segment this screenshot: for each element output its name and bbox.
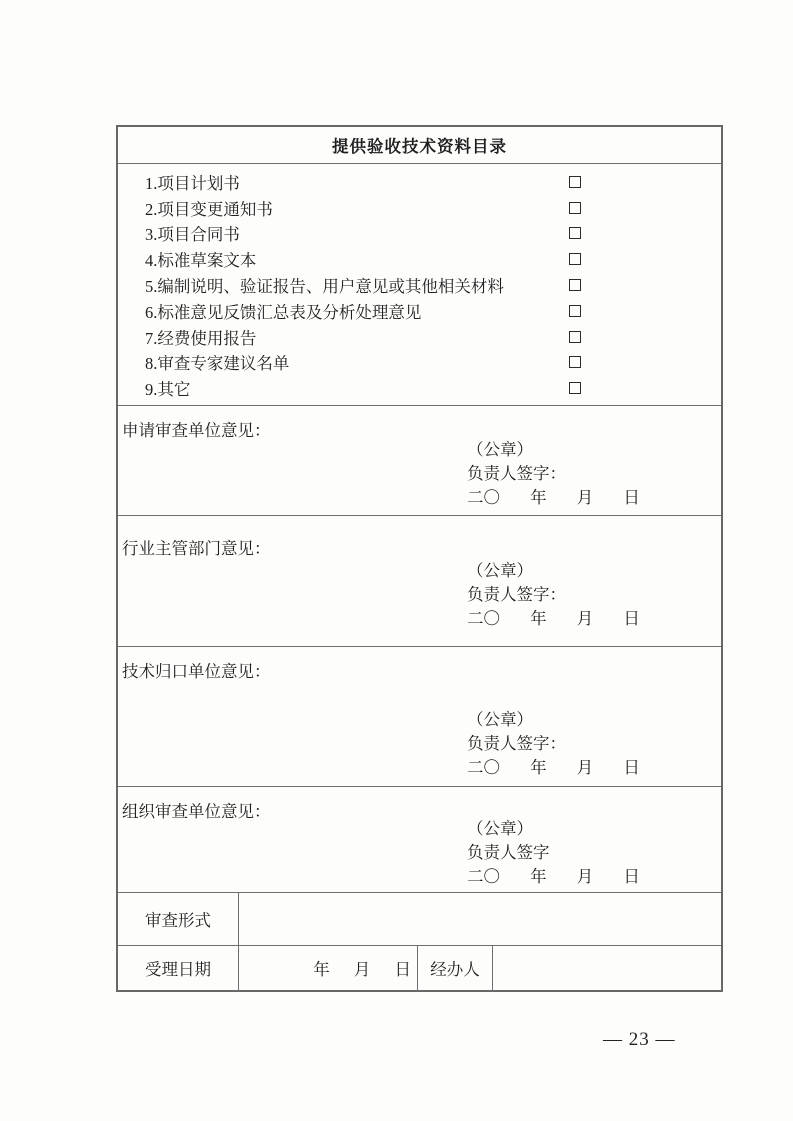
seal-line: （公章） bbox=[467, 710, 533, 729]
signature-block bbox=[467, 559, 640, 631]
checkbox-unchecked-icon[interactable] bbox=[569, 382, 581, 394]
signature-block bbox=[467, 708, 640, 780]
checkbox-unchecked-icon[interactable] bbox=[569, 356, 581, 368]
section-technical-centralized-unit-opinion bbox=[118, 647, 721, 787]
review-form-label: 审查形式 bbox=[118, 893, 239, 945]
section-label: 申请审查单位意见： bbox=[122, 421, 271, 440]
date-line: 二〇 年 月 日 bbox=[467, 758, 640, 777]
section-label: 技术归口单位意见： bbox=[122, 662, 271, 681]
acceptance-date-label: 受理日期 bbox=[118, 946, 239, 990]
checkbox-unchecked-icon[interactable] bbox=[569, 279, 581, 291]
checkbox-unchecked-icon[interactable] bbox=[569, 176, 581, 188]
date-line: 二〇 年 月 日 bbox=[467, 609, 640, 628]
signature-line: 负责人签字： bbox=[467, 464, 566, 483]
checkbox-unchecked-icon[interactable] bbox=[569, 227, 581, 239]
checklist-item-label: 3.项目合同书 bbox=[145, 225, 240, 245]
signature-line: 负责人签字： bbox=[467, 585, 566, 604]
checklist-item-label: 5.编制说明、验证报告、用户意见或其他相关材料 bbox=[145, 277, 504, 297]
checklist-item bbox=[118, 298, 721, 324]
table-title: 提供验收技术资料目录 bbox=[118, 127, 721, 164]
signature-block bbox=[467, 817, 640, 889]
page-number: — 23 — bbox=[603, 1029, 676, 1050]
review-form-row bbox=[118, 893, 721, 946]
acceptance-materials-form bbox=[116, 125, 723, 992]
seal-line: （公章） bbox=[467, 561, 533, 580]
signature-line: 负责人签字 bbox=[467, 843, 550, 862]
checklist-item-label: 8.审查专家建议名单 bbox=[145, 354, 290, 374]
handler-label: 经办人 bbox=[418, 946, 493, 990]
seal-line: （公章） bbox=[467, 819, 533, 838]
acceptance-date-value-cell: 年 月 日 bbox=[239, 946, 418, 990]
checklist-item bbox=[118, 221, 721, 247]
checklist-item bbox=[118, 324, 721, 350]
checkbox-unchecked-icon[interactable] bbox=[569, 305, 581, 317]
seal-line: （公章） bbox=[467, 440, 533, 459]
checklist-item-label: 2.项目变更通知书 bbox=[145, 199, 273, 219]
checklist-item bbox=[118, 350, 721, 376]
section-organizing-review-unit-opinion bbox=[118, 787, 721, 893]
checklist-item-label: 7.经费使用报告 bbox=[145, 328, 257, 348]
signature-block bbox=[467, 438, 640, 510]
checklist-item bbox=[118, 246, 721, 272]
checklist-item-label: 9.其它 bbox=[145, 380, 191, 400]
checklist-item bbox=[118, 169, 721, 195]
handler-value-cell bbox=[493, 946, 721, 990]
section-label: 组织审查单位意见： bbox=[122, 802, 271, 821]
checklist-item bbox=[118, 375, 721, 401]
checkbox-unchecked-icon[interactable] bbox=[569, 253, 581, 265]
checklist-item-label: 4.标准草案文本 bbox=[145, 251, 257, 271]
checklist-item-label: 6.标准意见反馈汇总表及分析处理意见 bbox=[145, 302, 422, 322]
date-line: 二〇 年 月 日 bbox=[467, 867, 640, 886]
acceptance-date-row bbox=[118, 946, 721, 990]
checklist-item bbox=[118, 195, 721, 221]
checklist-item bbox=[118, 272, 721, 298]
date-line: 二〇 年 月 日 bbox=[467, 488, 640, 507]
materials-checklist bbox=[118, 164, 721, 406]
checkbox-unchecked-icon[interactable] bbox=[569, 331, 581, 343]
section-industry-authority-opinion bbox=[118, 516, 721, 647]
review-form-value-cell bbox=[239, 893, 721, 945]
section-label: 行业主管部门意见： bbox=[122, 539, 271, 558]
checklist-item-label: 1.项目计划书 bbox=[145, 173, 240, 193]
checkbox-unchecked-icon[interactable] bbox=[569, 202, 581, 214]
section-applicant-review-opinion bbox=[118, 406, 721, 516]
signature-line: 负责人签字： bbox=[467, 734, 566, 753]
